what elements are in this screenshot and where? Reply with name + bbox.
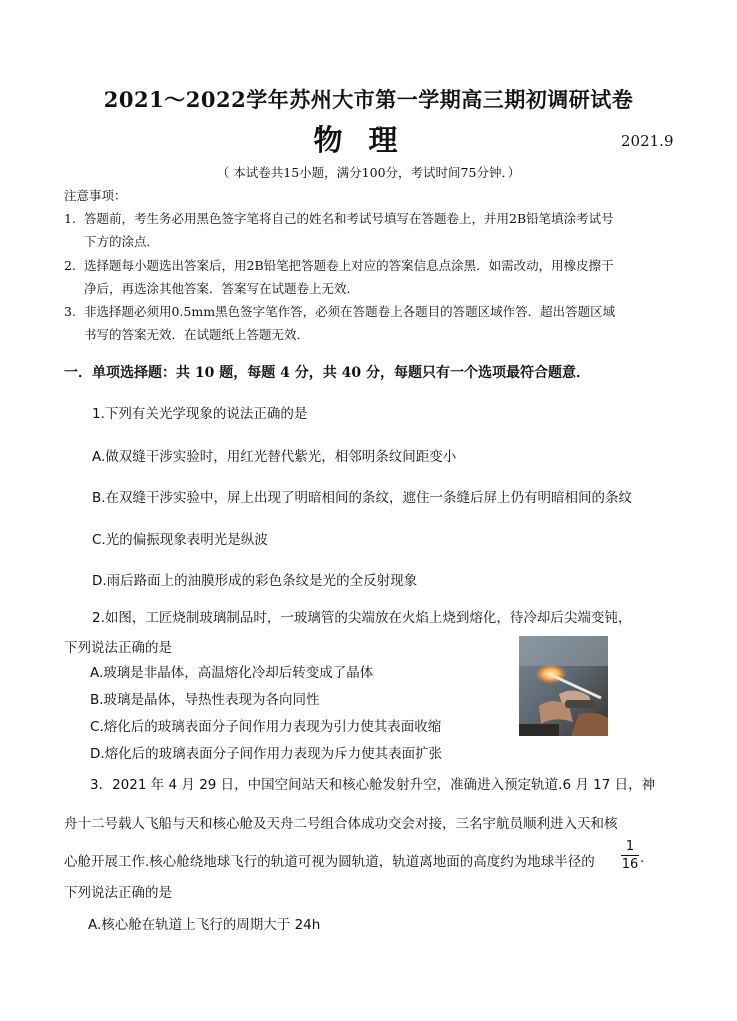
note-text-cont: 净后，再选涂其他答案．答案写在试题卷上无效． bbox=[84, 281, 360, 296]
note-item bbox=[64, 256, 614, 274]
question-1-option-c: C.光的偏振现象表明光是纵波 bbox=[92, 532, 268, 548]
note-number: 2. bbox=[64, 258, 76, 273]
note-text: 答题前，考生务必用黑色签字笔将自己的姓名和考试号填写在答题卷上，并用2B铅笔填涂考试号 bbox=[84, 211, 614, 226]
note-text: 非选择题必须用0.5mm黑色签字笔作答，必须在答题卷上各题目的答题区域作答．超出答题区域 bbox=[84, 304, 616, 319]
note-text-cont: 书写的答案无效．在试题纸上答题无效． bbox=[84, 327, 310, 342]
question-2-stem: 2.如图，工匠烧制玻璃制品时，一玻璃管的尖端放在火焰上烧到熔化，待冷却后尖端变钝， bbox=[92, 610, 632, 626]
question-3-option-a: A.核心舱在轨道上飞行的周期大于 24h bbox=[88, 917, 321, 933]
question-2-option-d: D.熔化后的玻璃表面分子间作用力表现为斥力使其表面扩张 bbox=[90, 746, 443, 762]
question-3-stem-cont: 下列说法正确的是 bbox=[64, 885, 172, 901]
question-1-option-a: A.做双缝干涉实验时，用红光替代紫光，相邻明条纹间距变小 bbox=[92, 449, 457, 465]
fraction-denominator: 16 bbox=[621, 857, 639, 872]
subject-title: 物理 bbox=[313, 123, 424, 157]
exam-scope: （ 本试卷共15小题，满分100分，考试时间75分钟．） bbox=[216, 165, 521, 180]
notes-heading: 注意事项： bbox=[64, 188, 127, 203]
question-3-stem-cont: 心舱开展工作.核心舱绕地球飞行的轨道可视为圆轨道，轨道离地面的高度约为地球半径的 bbox=[64, 854, 595, 870]
fraction-period: . bbox=[640, 850, 645, 866]
exam-date: 2021.9 bbox=[621, 132, 674, 150]
question-3-stem-cont: 舟十二号载人飞船与天和核心舱及天舟二号组合体成功交会对接，三名宇航员顺利进入天和核 bbox=[64, 816, 618, 832]
glassblowing-photo bbox=[519, 636, 608, 736]
fraction-bar bbox=[621, 855, 639, 856]
question-1-stem: 1.下列有关光学现象的说法正确的是 bbox=[92, 406, 308, 422]
note-item bbox=[64, 302, 615, 320]
note-text-cont: 下方的涂点． bbox=[84, 234, 160, 249]
note-item bbox=[64, 209, 614, 227]
note-number: 3. bbox=[64, 304, 76, 319]
question-2-option-c: C.熔化后的玻璃表面分子间作用力表现为引力使其表面收缩 bbox=[90, 719, 442, 735]
exam-title: 2021～2022学年苏州大市第一学期高三期初调研试卷 bbox=[103, 87, 634, 112]
question-3-stem: 3．2021 年 4 月 29 日，中国空间站天和核心舱发射升空，准确进入预定轨道.6 月 17 日，神 bbox=[90, 777, 656, 793]
question-1-option-b: B.在双缝干涉实验中，屏上出现了明暗相间的条纹，遮住一条缝后屏上仍有明暗相间的条纹 bbox=[92, 490, 633, 506]
question-2-option-a: A.玻璃是非晶体，高温熔化冷却后转变成了晶体 bbox=[90, 665, 374, 681]
fraction bbox=[621, 839, 639, 872]
question-1-option-d: D.雨后路面上的油膜形成的彩色条纹是光的全反射现象 bbox=[92, 573, 418, 589]
note-text: 选择题每小题选出答案后，用2B铅笔把答题卷上对应的答案信息点涂黑．如需改动，用橡皮擦干 bbox=[84, 258, 614, 273]
question-2-stem-cont: 下列说法正确的是 bbox=[64, 640, 172, 656]
note-number: 1. bbox=[64, 211, 76, 226]
question-2-option-b: B.玻璃是晶体，导热性表现为各向同性 bbox=[90, 692, 320, 708]
section-heading: 一．单项选择题：共 10 题，每题 4 分，共 40 分，每题只有一个选项最符合题意． bbox=[64, 365, 590, 381]
fraction-numerator: 1 bbox=[625, 839, 635, 854]
